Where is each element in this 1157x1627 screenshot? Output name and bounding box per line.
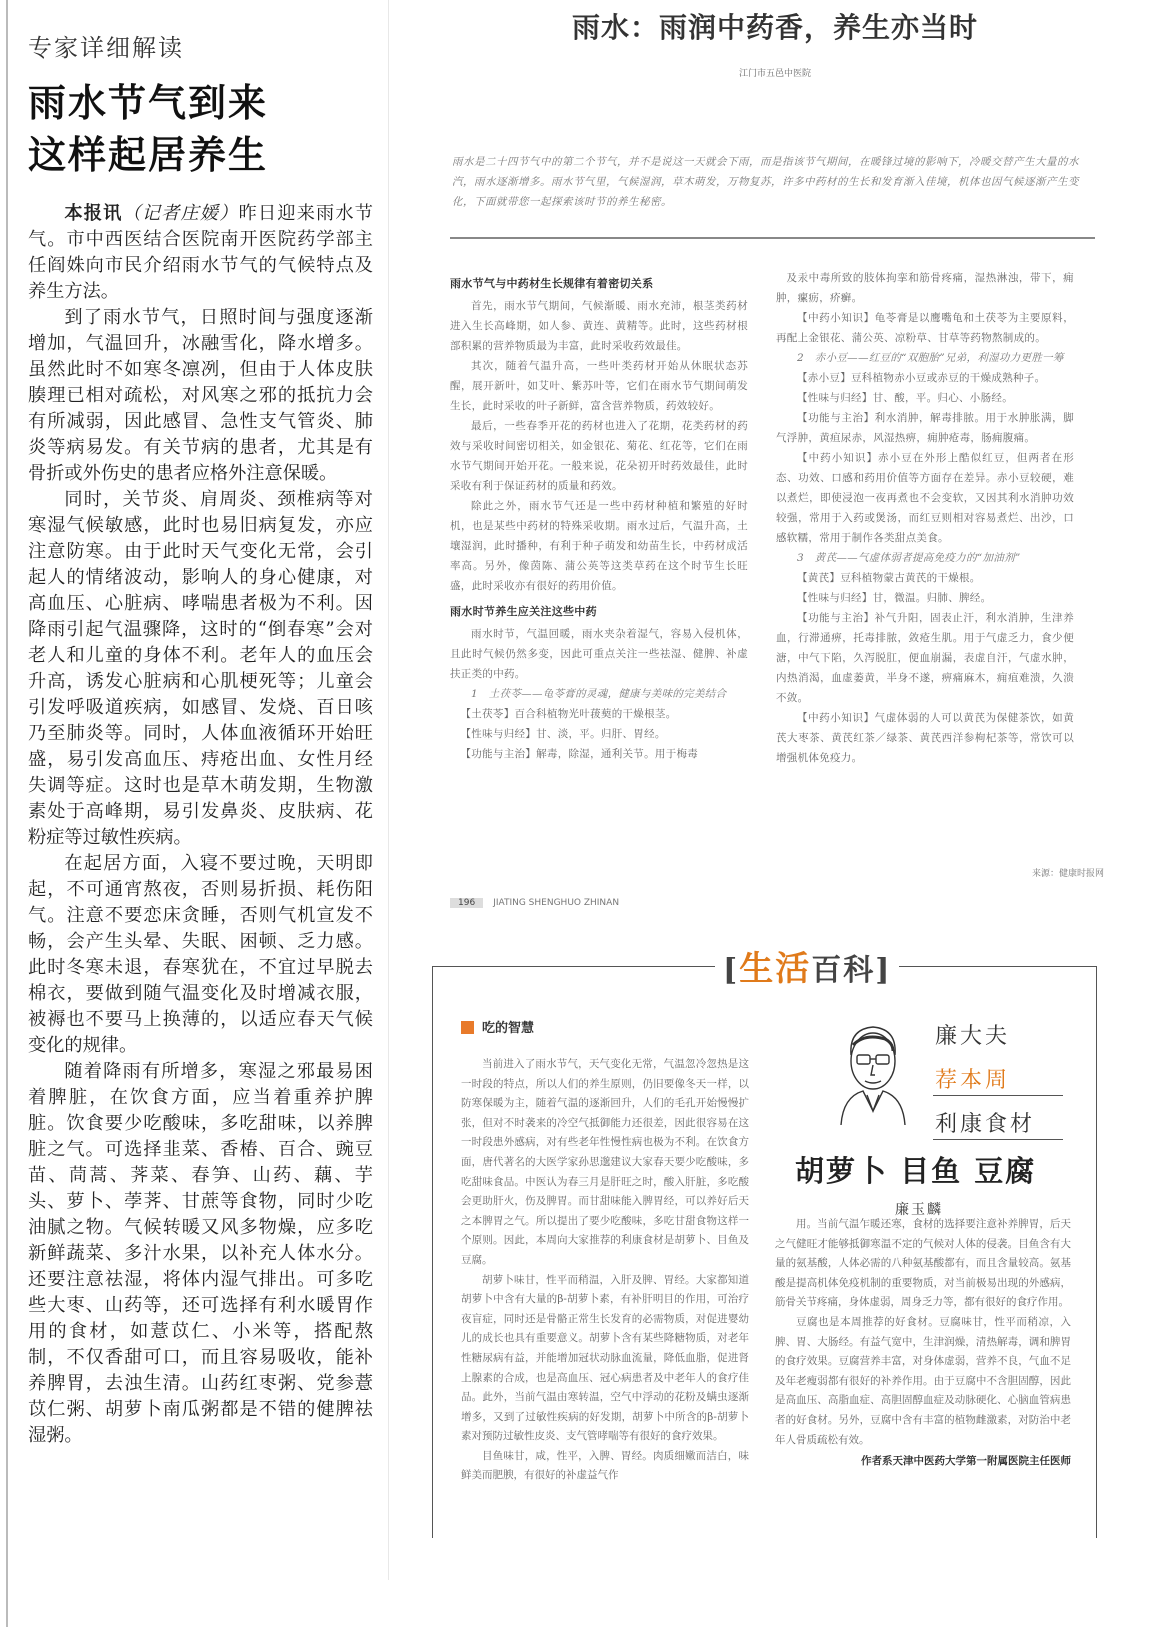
lead-label: 本报讯 <box>64 203 123 224</box>
label-line-1: 廉大夫 <box>935 1024 1011 1049</box>
page-footer-text: JIATING SHENGHUO ZHINAN <box>493 898 620 908</box>
byline: 廉玉麟 <box>895 1202 943 1218</box>
author-signature: 作者系天津中医药大学第一附属医院主任医师 <box>861 1455 1071 1468</box>
paragraph: 【功能与主治】利水消肿，解毒排脓。用于水肿胀满，脚气浮肿，黄疸尿赤，风湿热痹，痈肿疮毒，肠痈腹痛。 <box>776 412 1074 444</box>
paragraph: 最后，一些春季开花的药材也进入了花期，花类药材的药效与采收时间密切相关，如金银花、菊花、红花等，它们在雨水节气期间开始开花。一般来说，花朵初开时药效最佳，此时采收有利于保证药材的质量和药效。 <box>450 420 748 492</box>
label-rule <box>933 1139 1063 1140</box>
paragraph: 当前进入了雨水节气，天气变化无常，气温忽冷忽热是这一时段的特点，所以人们的养生原则，仍旧要像冬天一样，以防寒保暖为主，随着气温的逐渐回升，人们的毛孔开始慢慢扩张，但对不时袭来的冷空气抵御能力还很差，因此很容易在这一时段患外感病，对有些老年性慢性病也极为不利。在饮食方面，唐代著名的大医学家孙思邈建议大家春天要少吃酸味，多吃甜味食品。中医认为春三月是肝旺之时，酸入肝脏，多吃酸会更助肝火，伤及脾胃。而甘甜味能入脾胃经，可以养好后天之本脾胃之气。所以提出了要少吃酸味，多吃甘甜食物这样一个原则。因此，本周向大家推荐的利康食材是胡萝卜、目鱼及豆腐。 <box>461 1058 749 1266</box>
magazine-article <box>440 0 1110 930</box>
label-line-3: 利康食材 <box>935 1112 1036 1137</box>
column-divider <box>388 0 389 1580</box>
page-number: 196 <box>450 898 483 908</box>
magazine-title: 雨水：雨润中药香，养生亦当时 <box>571 11 978 44</box>
section-title: 吃的智慧 <box>461 1017 534 1036</box>
magazine-source: 来源：健康时报网 <box>1031 869 1104 879</box>
paragraph: 【中药小知识】龟苓膏是以鹰嘴龟和土茯苓为主要原料，再配上金银花、蒲公英、凉粉草、甘草等药物熬制成的。 <box>776 312 1074 344</box>
paragraph: 首先，雨水节气期间，气候渐暖、雨水充沛，根茎类药材进入生长高峰期，如人参、黄连、黄精等。此时，这些药材根部积累的营养物质最为丰富，此时采收药效最佳。 <box>450 300 748 352</box>
encyclopedia-header: [生活百科] <box>715 941 899 990</box>
magazine-author: 江门市五邑中医院 <box>738 69 811 79</box>
section-marker-icon <box>461 1021 474 1034</box>
foods-headline: 胡萝卜 目鱼 豆腐 <box>795 1154 1037 1188</box>
page-edge-line <box>6 0 8 1627</box>
paragraph: 【中药小知识】气虚体弱的人可以黄芪为保健茶饮，如黄芪大枣茶、黄芪红茶／绿茶、黄芪西洋参枸杞茶等，常饮可以增强机体免疫力。 <box>776 712 1074 764</box>
paragraph: 目鱼味甘，咸，性平，入脾、胃经。肉质细嫩而洁白，味鲜美而肥腴，有很好的补虚益气作 <box>461 1449 749 1482</box>
headline-line-2: 这样起居养生 <box>28 133 269 177</box>
headline-line-1: 雨水节气到来 <box>28 81 269 125</box>
section-heading: 雨水时节养生应关注这些中药 <box>450 605 597 618</box>
article-kicker: 专家详细解读 <box>28 34 184 62</box>
doctor-portrait-illustration <box>813 1015 933 1125</box>
paragraph: 【性味与归经】甘、酸，平。归心、小肠经。 <box>797 392 1013 404</box>
paragraph: 用。当前气温乍暖还寒，食材的选择要注意补养脾胃，后天之气健旺才能够抵御寒温不定的气候对人体的侵袭。目鱼含有大量的氨基酸，人体必需的八种氨基酸都有，而且含量较高。氨基酸是提高机体免疫机制的重要物质，对当前极易出现的外感病，筋骨关节疼痛，身体虚弱，周身乏力等，都有很好的食疗作用。 <box>775 1218 1071 1309</box>
paragraph: 雨水时节，气温回暖，雨水夹杂着湿气，容易入侵机体，且此时气候仍然多变，因此可重点关注一些祛湿、健脾、补虚扶正类的中药。 <box>450 628 748 680</box>
encyclopedia-box <box>432 949 1097 1538</box>
magazine-intro: 雨水是二十四节气中的第二个节气，并不是说这一天就会下雨，而是指该节气期间，在暖锋过境的影响下，冷暖交替产生大量的水汽，雨水逐渐增多。雨水节气里，气候湿润，草木萌发，万物复苏，许多中药材的生长和发育渐入佳境，机体也因气候逐渐产生变化，下面就带您一起探索该时节的养生秘密。 <box>452 156 1079 208</box>
header-rest: 百科 <box>811 953 876 988</box>
section-heading: 雨水节气与中药材生长规律有着密切关系 <box>450 277 654 290</box>
paragraph: 及汞中毒所致的肢体拘挛和筋骨疼痛，湿热淋浊，带下，痈肿，瘰疬，疥癣。 <box>776 272 1074 304</box>
article-paragraph: 到了雨水节气，日照时间与强度逐渐增加，气温回升，冰融雪化，降水增多。虽然此时不如寒冬凛冽，但由于人体皮肤腠理已相对疏松，对风寒之邪的抵抗力会有所减弱，因此感冒、急性支气管炎、肺炎等病易发。有关节病的患者，尤其是有骨折或外伤史的患者应格外注意保暖。 <box>28 307 373 484</box>
article-headline <box>28 77 373 181</box>
subsection-heading: 3 黄芪——气虚体弱者提高免疫力的“加油剂” <box>797 552 1021 564</box>
paragraph: 【赤小豆】豆科植物赤小豆或赤豆的干燥成熟种子。 <box>797 372 1046 384</box>
paragraph: 【性味与归经】甘，微温。归肺、脾经。 <box>797 592 992 604</box>
paragraph: 豆腐也是本周推荐的好食材。豆腐味甘，性平而稍凉，入脾、胃、大肠经。有益气宽中，生津润燥，清热解毒，调和脾胃的食疗效果。豆腐营养丰富，对身体虚弱，营养不良，气血不足及年老瘦弱都有很好的补养作用。由于豆腐中不含胆固醇，因此是高血压、高脂血症、高胆固醇血症及动脉硬化、心脑血管病患者的好食材。另外，豆腐中含有丰富的植物雌激素，对防治中老年人骨质疏松有效。 <box>775 1315 1071 1446</box>
paragraph: 【性味与归经】甘、淡，平。归肝、胃经。 <box>460 728 666 740</box>
paragraph: 【黄芪】豆科植物蒙古黄芪的干燥根。 <box>797 572 981 584</box>
label-line-2: 荐本周 <box>935 1068 1011 1093</box>
header-highlight: 生活 <box>739 949 812 989</box>
paragraph: 其次，随着气温升高，一些叶类药材开始从休眠状态苏醒，展开新叶，如艾叶、紫苏叶等，它们在雨水节气期间萌发生长，此时采收的叶子新鲜，富含营养物质，药效较好。 <box>450 360 748 412</box>
paragraph: 胡萝卜味甘，性平而稍温，入肝及脾、胃经。大家都知道胡萝卜中含有大量的β-胡萝卜素，有补肝明目的作用，可治疗夜盲症，同时还是骨骼正常生长发育的必需物质，对促进婴幼儿的成长也具有重要意义。胡萝卜含有某些降糖物质，对老年性糖尿病有益，并能增加冠状动脉血流量，降低血脂，促进肾上腺素的合成，也是高血压、冠心病患者及中老年人的食疗佳品。此外，当前气温由寒转温，空气中浮动的花粉及螨虫逐渐增多，又到了过敏性疾病的好发期，胡萝卜中所含的β-胡萝卜素对预防过敏性皮炎、支气管哮喘等有很好的食疗效果。 <box>461 1273 749 1443</box>
paragraph: 除此之外，雨水节气还是一些中药材种植和繁殖的好时机，也是某些中药材的特殊采收期。雨水过后，气温升高，土壤湿润，此时播种，有利于种子萌发和幼苗生长，中药材成活率高。另外，像茵陈、蒲公英等这类草药在这个时节生长旺盛，此时采收亦有很好的药用价值。 <box>450 500 748 592</box>
magazine-column-1 <box>450 268 748 764</box>
title-rule <box>450 237 1095 239</box>
lead-reporter: （记者庄媛） <box>122 203 239 224</box>
article-paragraph: 同时，关节炎、肩周炎、颈椎病等对寒湿气候敏感，此时也易旧病复发，亦应注意防寒。由于此时天气变化无常，会引起人的情绪波动，影响人的身心健康，对高血压、心脏病、哮喘患者极为不利。因降雨引起气温骤降，这时的“倒春寒”会对老人和儿童的身体不利。老年人的血压会升高，诱发心脏病和心肌梗死等；儿童会引发呼吸道疾病，如感冒、发烧、百日咳乃至肺炎等。同时，人体血液循环开始旺盛，易引发高血压、痔疮出血、女性月经失调等症。这时也是草木萌发期，生物激素处于高峰期，易引发鼻炎、皮肤病、花粉症等过敏性疾病。 <box>28 489 373 848</box>
paragraph: 【功能与主治】补气升阳，固表止汗，利水消肿，生津养血，行滞通痹，托毒排脓，敛疮生肌。用于气虚乏力，食少便溏，中气下陷，久泻脱肛，便血崩漏，表虚自汗，气虚水肿，内热消渴，血虚萎黄，半身不遂，痹痛麻木，痈疽难溃，久溃不敛。 <box>776 612 1074 704</box>
lead-paragraph <box>28 201 373 305</box>
label-rule <box>933 1095 1063 1096</box>
magazine-column-2 <box>776 268 1074 768</box>
encyclopedia-column-1 <box>461 1055 749 1486</box>
subsection-heading: 1 土茯苓——龟苓膏的灵魂，健康与美味的完美结合 <box>471 688 727 700</box>
subsection-heading: 2 赤小豆——红豆的“双胞胎”兄弟，利湿功力更胜一筹 <box>797 352 1064 364</box>
left-article <box>28 28 373 1608</box>
paragraph: 【中药小知识】赤小豆在外形上酷似红豆，但两者在形态、功效、口感和药用价值等方面存在差异。赤小豆较硬，难以煮烂，即使浸泡一夜再煮也不会变软，又因其利水消肿功效较强，常用于入药或煲汤，而红豆则相对容易煮烂、出沙，口感软糯，常用于制作各类甜点美食。 <box>776 452 1074 544</box>
paragraph: 【土茯苓】百合科植物光叶菝葜的干燥根茎。 <box>460 708 677 720</box>
article-paragraph: 在起居方面，入寝不要过晚，天明即起，不可通宵熬夜，否则易折损、耗伤阳气。注意不要恋床贪睡，否则气机宣发不畅，会产生头晕、失眠、困顿、乏力感。此时冬寒未退，春寒犹在，不宜过早脱去棉衣，要做到随气温变化及时增减衣服，被褥也不要马上换薄的，以适应春天气候变化的规律。 <box>28 853 373 1056</box>
paragraph: 【功能与主治】解毒，除湿，通利关节。用于梅毒 <box>460 748 699 760</box>
article-paragraph: 随着降雨有所增多，寒湿之邪最易困着脾脏，在饮食方面，应当着重养护脾脏。饮食要少吃酸味，多吃甜味，以养脾脏之气。可选择韭菜、香椿、百合、豌豆苗、茼蒿、荠菜、春笋、山药、藕、芋头、萝卜、荸荠、甘蔗等食物，同时少吃油腻之物。气候转暖又风多物燥，应多吃新鲜蔬菜、多汁水果，以补充人体水分。还要注意祛湿，将体内湿气排出。可多吃些大枣、山药等，还可选择有利水暖胃作用的食材，如薏苡仁、小米等，搭配熬制，不仅香甜可口，而且容易吸收，能补养脾胃，去浊生清。山药红枣粥、党参薏苡仁粥、胡萝卜南瓜粥都是不错的健脾祛湿粥。 <box>28 1061 373 1446</box>
page-footer <box>450 898 650 914</box>
encyclopedia-column-2 <box>775 1215 1071 1472</box>
paragraph-text: 昨日迎来雨水节气。市中西医结合医院南开医院药学部主任阎姝向市民介绍雨水节气的气候特点及养生方法。 <box>28 203 373 302</box>
